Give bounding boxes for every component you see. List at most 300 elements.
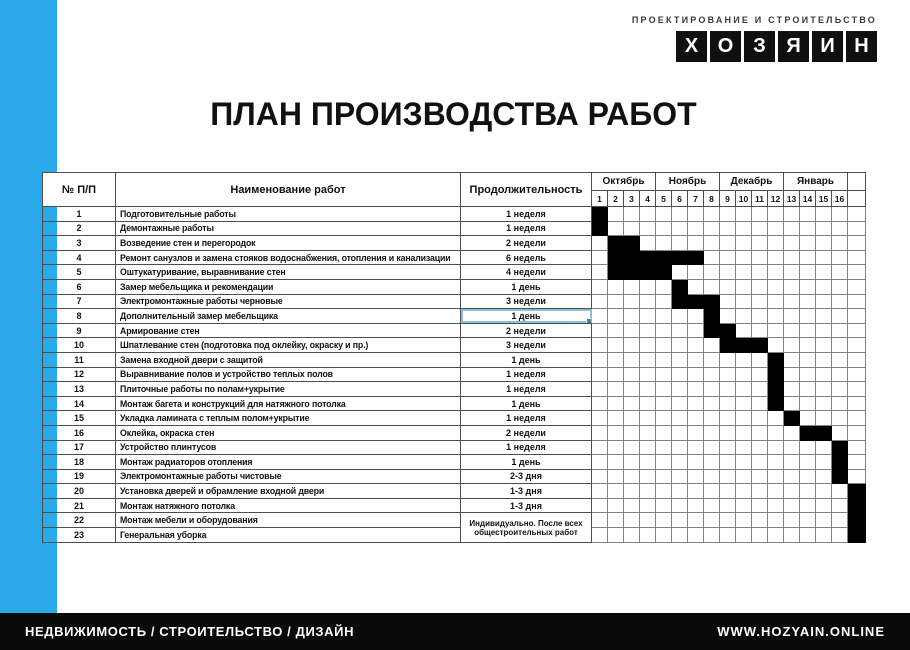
gantt-week-cell[interactable] bbox=[736, 367, 752, 382]
gantt-week-cell[interactable] bbox=[656, 513, 672, 528]
gantt-week-cell[interactable] bbox=[656, 323, 672, 338]
gantt-week-cell[interactable] bbox=[800, 221, 816, 236]
gantt-week-cell[interactable] bbox=[688, 236, 704, 251]
gantt-week-cell[interactable] bbox=[720, 207, 736, 222]
gantt-week-cell[interactable] bbox=[592, 309, 608, 324]
gantt-week-cell[interactable] bbox=[672, 513, 688, 528]
gantt-week-cell[interactable] bbox=[672, 455, 688, 470]
gantt-week-cell[interactable] bbox=[640, 396, 656, 411]
gantt-week-cell[interactable] bbox=[720, 498, 736, 513]
gantt-week-cell[interactable] bbox=[656, 294, 672, 309]
gantt-week-cell[interactable] bbox=[656, 440, 672, 455]
gantt-week-cell[interactable] bbox=[848, 279, 866, 294]
gantt-week-cell[interactable] bbox=[608, 367, 624, 382]
gantt-week-cell[interactable] bbox=[608, 411, 624, 426]
duration-cell[interactable]: 2 недели bbox=[461, 323, 592, 338]
duration-cell[interactable]: 2 недели bbox=[461, 236, 592, 251]
gantt-week-cell[interactable] bbox=[688, 440, 704, 455]
gantt-week-cell[interactable] bbox=[800, 469, 816, 484]
gantt-week-cell[interactable] bbox=[848, 367, 866, 382]
gantt-week-cell[interactable] bbox=[720, 236, 736, 251]
gantt-week-cell[interactable] bbox=[592, 338, 608, 353]
gantt-week-cell[interactable] bbox=[704, 469, 720, 484]
gantt-week-cell[interactable] bbox=[704, 455, 720, 470]
task-name-cell[interactable]: Монтаж радиаторов отопления bbox=[116, 455, 461, 470]
duration-cell[interactable]: 1 неделя bbox=[461, 382, 592, 397]
gantt-bar-cell[interactable] bbox=[624, 236, 640, 251]
gantt-week-cell[interactable] bbox=[784, 294, 800, 309]
gantt-bar-cell[interactable] bbox=[656, 265, 672, 280]
gantt-week-cell[interactable] bbox=[736, 309, 752, 324]
gantt-week-cell[interactable] bbox=[688, 207, 704, 222]
duration-cell[interactable]: 1 день bbox=[461, 455, 592, 470]
gantt-week-cell[interactable] bbox=[608, 528, 624, 543]
gantt-week-cell[interactable] bbox=[752, 411, 768, 426]
gantt-week-cell[interactable] bbox=[736, 425, 752, 440]
gantt-week-cell[interactable] bbox=[736, 382, 752, 397]
gantt-week-cell[interactable] bbox=[784, 382, 800, 397]
gantt-week-cell[interactable] bbox=[688, 338, 704, 353]
gantt-week-cell[interactable] bbox=[688, 528, 704, 543]
task-name-cell[interactable]: Укладка ламината с теплым полом+укрытие bbox=[116, 411, 461, 426]
gantt-week-cell[interactable] bbox=[608, 484, 624, 499]
gantt-week-cell[interactable] bbox=[768, 323, 784, 338]
gantt-week-cell[interactable] bbox=[832, 323, 848, 338]
gantt-week-cell[interactable] bbox=[608, 309, 624, 324]
gantt-week-cell[interactable] bbox=[640, 411, 656, 426]
week-number-header[interactable]: 8 bbox=[704, 191, 720, 207]
gantt-week-cell[interactable] bbox=[656, 221, 672, 236]
gantt-week-cell[interactable] bbox=[640, 309, 656, 324]
gantt-week-cell[interactable] bbox=[672, 440, 688, 455]
gantt-week-cell[interactable] bbox=[656, 498, 672, 513]
gantt-week-cell[interactable] bbox=[624, 425, 640, 440]
gantt-week-cell[interactable] bbox=[592, 323, 608, 338]
gantt-week-cell[interactable] bbox=[656, 279, 672, 294]
task-number-cell[interactable]: 12 bbox=[43, 367, 116, 382]
col-header-name[interactable]: Наименование работ bbox=[116, 173, 461, 207]
gantt-bar-cell[interactable] bbox=[784, 411, 800, 426]
week-number-header[interactable]: 2 bbox=[608, 191, 624, 207]
task-name-cell[interactable]: Электромонтажные работы чистовые bbox=[116, 469, 461, 484]
gantt-week-cell[interactable] bbox=[736, 323, 752, 338]
gantt-bar-cell[interactable] bbox=[656, 250, 672, 265]
gantt-week-cell[interactable] bbox=[816, 279, 832, 294]
gantt-week-cell[interactable] bbox=[592, 425, 608, 440]
duration-cell[interactable]: 1-3 дня bbox=[461, 484, 592, 499]
week-number-header[interactable]: 5 bbox=[656, 191, 672, 207]
gantt-week-cell[interactable] bbox=[800, 367, 816, 382]
week-number-header[interactable]: 1 bbox=[592, 191, 608, 207]
gantt-week-cell[interactable] bbox=[704, 440, 720, 455]
gantt-week-cell[interactable] bbox=[592, 352, 608, 367]
task-number-cell[interactable]: 4 bbox=[43, 250, 116, 265]
gantt-week-cell[interactable] bbox=[800, 294, 816, 309]
gantt-week-cell[interactable] bbox=[688, 221, 704, 236]
gantt-week-cell[interactable] bbox=[688, 513, 704, 528]
gantt-week-cell[interactable] bbox=[656, 309, 672, 324]
gantt-bar-cell[interactable] bbox=[608, 265, 624, 280]
task-name-cell[interactable]: Выравнивание полов и устройство теплых полов bbox=[116, 367, 461, 382]
gantt-week-cell[interactable] bbox=[768, 250, 784, 265]
gantt-week-cell[interactable] bbox=[720, 455, 736, 470]
gantt-week-cell[interactable] bbox=[624, 411, 640, 426]
month-header[interactable]: Январь bbox=[784, 173, 848, 191]
week-number-header[interactable]: 9 bbox=[720, 191, 736, 207]
duration-cell[interactable]: 1 день bbox=[461, 352, 592, 367]
task-number-cell[interactable]: 19 bbox=[43, 469, 116, 484]
gantt-week-cell[interactable] bbox=[672, 469, 688, 484]
gantt-week-cell[interactable] bbox=[672, 236, 688, 251]
task-number-cell[interactable]: 18 bbox=[43, 455, 116, 470]
gantt-bar-cell[interactable] bbox=[848, 513, 866, 528]
gantt-week-cell[interactable] bbox=[736, 396, 752, 411]
gantt-week-cell[interactable] bbox=[832, 338, 848, 353]
gantt-week-cell[interactable] bbox=[848, 352, 866, 367]
gantt-week-cell[interactable] bbox=[704, 367, 720, 382]
gantt-week-cell[interactable] bbox=[624, 279, 640, 294]
gantt-week-cell[interactable] bbox=[832, 411, 848, 426]
gantt-week-cell[interactable] bbox=[752, 440, 768, 455]
gantt-week-cell[interactable] bbox=[608, 382, 624, 397]
gantt-week-cell[interactable] bbox=[752, 207, 768, 222]
gantt-week-cell[interactable] bbox=[752, 382, 768, 397]
gantt-week-cell[interactable] bbox=[752, 528, 768, 543]
gantt-week-cell[interactable] bbox=[752, 294, 768, 309]
gantt-week-cell[interactable] bbox=[800, 455, 816, 470]
gantt-week-cell[interactable] bbox=[720, 279, 736, 294]
gantt-week-cell[interactable] bbox=[624, 498, 640, 513]
week-number-header[interactable]: 12 bbox=[768, 191, 784, 207]
gantt-bar-cell[interactable] bbox=[704, 294, 720, 309]
gantt-week-cell[interactable] bbox=[800, 338, 816, 353]
gantt-week-cell[interactable] bbox=[640, 294, 656, 309]
month-header[interactable]: Ноябрь bbox=[656, 173, 720, 191]
task-number-cell[interactable]: 20 bbox=[43, 484, 116, 499]
gantt-week-cell[interactable] bbox=[800, 265, 816, 280]
gantt-week-cell[interactable] bbox=[848, 207, 866, 222]
gantt-bar-cell[interactable] bbox=[768, 352, 784, 367]
gantt-week-cell[interactable] bbox=[608, 279, 624, 294]
gantt-week-cell[interactable] bbox=[832, 513, 848, 528]
gantt-week-cell[interactable] bbox=[832, 236, 848, 251]
gantt-week-cell[interactable] bbox=[720, 250, 736, 265]
gantt-week-cell[interactable] bbox=[800, 484, 816, 499]
gantt-week-cell[interactable] bbox=[608, 469, 624, 484]
gantt-week-cell[interactable] bbox=[816, 411, 832, 426]
gantt-week-cell[interactable] bbox=[608, 513, 624, 528]
gantt-week-cell[interactable] bbox=[592, 469, 608, 484]
task-name-cell[interactable]: Генеральная уборка bbox=[116, 528, 461, 543]
gantt-week-cell[interactable] bbox=[624, 294, 640, 309]
gantt-week-cell[interactable] bbox=[768, 221, 784, 236]
gantt-week-cell[interactable] bbox=[592, 265, 608, 280]
gantt-week-cell[interactable] bbox=[720, 528, 736, 543]
gantt-week-cell[interactable] bbox=[672, 411, 688, 426]
gantt-week-cell[interactable] bbox=[640, 221, 656, 236]
gantt-week-cell[interactable] bbox=[688, 352, 704, 367]
gantt-week-cell[interactable] bbox=[688, 469, 704, 484]
col-header-duration[interactable]: Продолжительность bbox=[461, 173, 592, 207]
gantt-bar-cell[interactable] bbox=[704, 309, 720, 324]
gantt-week-cell[interactable] bbox=[592, 498, 608, 513]
gantt-week-cell[interactable] bbox=[800, 352, 816, 367]
gantt-week-cell[interactable] bbox=[592, 382, 608, 397]
gantt-week-cell[interactable] bbox=[736, 221, 752, 236]
gantt-week-cell[interactable] bbox=[592, 484, 608, 499]
gantt-week-cell[interactable] bbox=[736, 250, 752, 265]
gantt-week-cell[interactable] bbox=[768, 455, 784, 470]
gantt-week-cell[interactable] bbox=[848, 425, 866, 440]
gantt-week-cell[interactable] bbox=[832, 221, 848, 236]
task-number-cell[interactable]: 11 bbox=[43, 352, 116, 367]
gantt-week-cell[interactable] bbox=[800, 498, 816, 513]
week-number-header[interactable]: 3 bbox=[624, 191, 640, 207]
gantt-week-cell[interactable] bbox=[848, 250, 866, 265]
gantt-bar-cell[interactable] bbox=[736, 338, 752, 353]
gantt-week-cell[interactable] bbox=[656, 352, 672, 367]
gantt-week-cell[interactable] bbox=[672, 382, 688, 397]
gantt-week-cell[interactable] bbox=[720, 382, 736, 397]
gantt-week-cell[interactable] bbox=[624, 323, 640, 338]
gantt-week-cell[interactable] bbox=[816, 513, 832, 528]
gantt-week-cell[interactable] bbox=[672, 221, 688, 236]
gantt-week-cell[interactable] bbox=[608, 221, 624, 236]
gantt-bar-cell[interactable] bbox=[688, 294, 704, 309]
task-number-cell[interactable]: 15 bbox=[43, 411, 116, 426]
gantt-bar-cell[interactable] bbox=[800, 425, 816, 440]
gantt-week-cell[interactable] bbox=[688, 323, 704, 338]
gantt-week-cell[interactable] bbox=[656, 367, 672, 382]
gantt-week-cell[interactable] bbox=[752, 265, 768, 280]
gantt-week-cell[interactable] bbox=[784, 207, 800, 222]
gantt-week-cell[interactable] bbox=[704, 382, 720, 397]
gantt-week-cell[interactable] bbox=[752, 250, 768, 265]
gantt-week-cell[interactable] bbox=[624, 221, 640, 236]
gantt-week-cell[interactable] bbox=[720, 513, 736, 528]
gantt-week-cell[interactable] bbox=[656, 396, 672, 411]
week-number-header[interactable]: 7 bbox=[688, 191, 704, 207]
gantt-week-cell[interactable] bbox=[832, 528, 848, 543]
task-name-cell[interactable]: Плиточные работы по полам+укрытие bbox=[116, 382, 461, 397]
gantt-week-cell[interactable] bbox=[640, 455, 656, 470]
gantt-week-cell[interactable] bbox=[736, 279, 752, 294]
gantt-week-cell[interactable] bbox=[592, 236, 608, 251]
gantt-week-cell[interactable] bbox=[640, 236, 656, 251]
gantt-week-cell[interactable] bbox=[848, 382, 866, 397]
gantt-week-cell[interactable] bbox=[800, 236, 816, 251]
gantt-week-cell[interactable] bbox=[784, 338, 800, 353]
gantt-week-cell[interactable] bbox=[816, 455, 832, 470]
gantt-week-cell[interactable] bbox=[704, 498, 720, 513]
week-number-header[interactable]: 16 bbox=[832, 191, 848, 207]
gantt-week-cell[interactable] bbox=[752, 396, 768, 411]
gantt-week-cell[interactable] bbox=[816, 338, 832, 353]
gantt-week-cell[interactable] bbox=[640, 338, 656, 353]
gantt-week-cell[interactable] bbox=[688, 279, 704, 294]
gantt-week-cell[interactable] bbox=[784, 455, 800, 470]
gantt-week-cell[interactable] bbox=[832, 294, 848, 309]
gantt-week-cell[interactable] bbox=[768, 265, 784, 280]
gantt-week-cell[interactable] bbox=[704, 513, 720, 528]
duration-merged-cell[interactable]: Индивидуально. После всех общестроительных работ bbox=[461, 513, 592, 542]
selected-duration-cell[interactable]: 1 день bbox=[461, 309, 592, 324]
task-name-cell[interactable]: Ремонт санузлов и замена стояков водоснабжения, отопления и канализации bbox=[116, 250, 461, 265]
gantt-week-cell[interactable] bbox=[752, 352, 768, 367]
gantt-week-cell[interactable] bbox=[768, 469, 784, 484]
gantt-week-cell[interactable] bbox=[592, 411, 608, 426]
task-number-cell[interactable]: 9 bbox=[43, 323, 116, 338]
gantt-week-cell[interactable] bbox=[784, 279, 800, 294]
gantt-bar-cell[interactable] bbox=[832, 469, 848, 484]
gantt-week-cell[interactable] bbox=[688, 425, 704, 440]
gantt-week-cell[interactable] bbox=[784, 396, 800, 411]
task-number-cell[interactable]: 5 bbox=[43, 265, 116, 280]
gantt-week-cell[interactable] bbox=[816, 367, 832, 382]
duration-cell[interactable]: 4 недели bbox=[461, 265, 592, 280]
duration-cell[interactable]: 2 недели bbox=[461, 425, 592, 440]
duration-cell[interactable]: 1 неделя bbox=[461, 411, 592, 426]
gantt-week-cell[interactable] bbox=[816, 498, 832, 513]
gantt-week-cell[interactable] bbox=[768, 279, 784, 294]
gantt-week-cell[interactable] bbox=[688, 265, 704, 280]
gantt-week-cell[interactable] bbox=[784, 440, 800, 455]
gantt-week-cell[interactable] bbox=[816, 309, 832, 324]
task-name-cell[interactable]: Демонтажные работы bbox=[116, 221, 461, 236]
gantt-week-cell[interactable] bbox=[768, 236, 784, 251]
gantt-week-cell[interactable] bbox=[672, 309, 688, 324]
gantt-week-cell[interactable] bbox=[800, 279, 816, 294]
gantt-week-cell[interactable] bbox=[800, 207, 816, 222]
gantt-bar-cell[interactable] bbox=[624, 250, 640, 265]
gantt-week-cell[interactable] bbox=[656, 469, 672, 484]
gantt-week-cell[interactable] bbox=[816, 221, 832, 236]
gantt-bar-cell[interactable] bbox=[672, 294, 688, 309]
task-number-cell[interactable]: 23 bbox=[43, 528, 116, 543]
gantt-bar-cell[interactable] bbox=[720, 323, 736, 338]
gantt-week-cell[interactable] bbox=[752, 309, 768, 324]
gantt-week-cell[interactable] bbox=[784, 309, 800, 324]
task-number-cell[interactable]: 21 bbox=[43, 498, 116, 513]
gantt-week-cell[interactable] bbox=[592, 528, 608, 543]
gantt-bar-cell[interactable] bbox=[832, 455, 848, 470]
gantt-week-cell[interactable] bbox=[592, 513, 608, 528]
gantt-week-cell[interactable] bbox=[768, 484, 784, 499]
gantt-week-cell[interactable] bbox=[720, 469, 736, 484]
gantt-week-cell[interactable] bbox=[592, 396, 608, 411]
gantt-week-cell[interactable] bbox=[848, 323, 866, 338]
gantt-week-cell[interactable] bbox=[608, 498, 624, 513]
gantt-week-cell[interactable] bbox=[816, 294, 832, 309]
gantt-bar-cell[interactable] bbox=[624, 265, 640, 280]
gantt-week-cell[interactable] bbox=[640, 528, 656, 543]
gantt-week-cell[interactable] bbox=[832, 352, 848, 367]
gantt-week-cell[interactable] bbox=[672, 528, 688, 543]
gantt-week-cell[interactable] bbox=[816, 440, 832, 455]
gantt-week-cell[interactable] bbox=[704, 528, 720, 543]
gantt-week-cell[interactable] bbox=[624, 484, 640, 499]
gantt-week-cell[interactable] bbox=[784, 323, 800, 338]
gantt-week-cell[interactable] bbox=[672, 352, 688, 367]
gantt-week-cell[interactable] bbox=[640, 513, 656, 528]
week-number-header-empty[interactable] bbox=[848, 191, 866, 207]
gantt-week-cell[interactable] bbox=[640, 382, 656, 397]
gantt-week-cell[interactable] bbox=[688, 367, 704, 382]
gantt-week-cell[interactable] bbox=[608, 352, 624, 367]
gantt-week-cell[interactable] bbox=[784, 528, 800, 543]
gantt-week-cell[interactable] bbox=[640, 279, 656, 294]
week-number-header[interactable]: 10 bbox=[736, 191, 752, 207]
gantt-week-cell[interactable] bbox=[656, 236, 672, 251]
gantt-week-cell[interactable] bbox=[768, 498, 784, 513]
gantt-week-cell[interactable] bbox=[640, 367, 656, 382]
gantt-week-cell[interactable] bbox=[768, 309, 784, 324]
gantt-week-cell[interactable] bbox=[624, 455, 640, 470]
gantt-week-cell[interactable] bbox=[592, 250, 608, 265]
gantt-week-cell[interactable] bbox=[656, 382, 672, 397]
gantt-week-cell[interactable] bbox=[800, 513, 816, 528]
gantt-week-cell[interactable] bbox=[688, 309, 704, 324]
task-number-cell[interactable]: 14 bbox=[43, 396, 116, 411]
gantt-week-cell[interactable] bbox=[816, 528, 832, 543]
gantt-week-cell[interactable] bbox=[816, 469, 832, 484]
gantt-week-cell[interactable] bbox=[752, 323, 768, 338]
gantt-week-cell[interactable] bbox=[768, 294, 784, 309]
gantt-week-cell[interactable] bbox=[720, 425, 736, 440]
gantt-week-cell[interactable] bbox=[640, 207, 656, 222]
gantt-week-cell[interactable] bbox=[624, 396, 640, 411]
gantt-week-cell[interactable] bbox=[624, 513, 640, 528]
task-number-cell[interactable]: 6 bbox=[43, 279, 116, 294]
duration-cell[interactable]: 1 неделя bbox=[461, 367, 592, 382]
gantt-week-cell[interactable] bbox=[688, 411, 704, 426]
gantt-bar-cell[interactable] bbox=[704, 323, 720, 338]
task-name-cell[interactable]: Армирование стен bbox=[116, 323, 461, 338]
week-number-header[interactable]: 15 bbox=[816, 191, 832, 207]
duration-cell[interactable]: 3 недели bbox=[461, 294, 592, 309]
gantt-week-cell[interactable] bbox=[624, 440, 640, 455]
gantt-week-cell[interactable] bbox=[592, 294, 608, 309]
gantt-week-cell[interactable] bbox=[848, 338, 866, 353]
gantt-week-cell[interactable] bbox=[672, 396, 688, 411]
duration-cell[interactable]: 1 неделя bbox=[461, 207, 592, 222]
gantt-bar-cell[interactable] bbox=[672, 250, 688, 265]
gantt-week-cell[interactable] bbox=[848, 309, 866, 324]
gantt-week-cell[interactable] bbox=[640, 469, 656, 484]
gantt-bar-cell[interactable] bbox=[608, 236, 624, 251]
gantt-week-cell[interactable] bbox=[688, 498, 704, 513]
gantt-week-cell[interactable] bbox=[832, 265, 848, 280]
gantt-week-cell[interactable] bbox=[752, 236, 768, 251]
gantt-bar-cell[interactable] bbox=[768, 382, 784, 397]
gantt-week-cell[interactable] bbox=[656, 484, 672, 499]
gantt-bar-cell[interactable] bbox=[672, 279, 688, 294]
task-name-cell[interactable]: Установка дверей и обрамление входной двери bbox=[116, 484, 461, 499]
duration-cell[interactable]: 2-3 дня bbox=[461, 469, 592, 484]
gantt-week-cell[interactable] bbox=[800, 396, 816, 411]
gantt-week-cell[interactable] bbox=[752, 221, 768, 236]
gantt-week-cell[interactable] bbox=[832, 250, 848, 265]
gantt-week-cell[interactable] bbox=[800, 323, 816, 338]
gantt-week-cell[interactable] bbox=[608, 396, 624, 411]
gantt-week-cell[interactable] bbox=[592, 279, 608, 294]
gantt-week-cell[interactable] bbox=[752, 484, 768, 499]
gantt-week-cell[interactable] bbox=[720, 396, 736, 411]
gantt-week-cell[interactable] bbox=[640, 323, 656, 338]
gantt-week-cell[interactable] bbox=[704, 279, 720, 294]
gantt-week-cell[interactable] bbox=[800, 382, 816, 397]
gantt-week-cell[interactable] bbox=[816, 396, 832, 411]
